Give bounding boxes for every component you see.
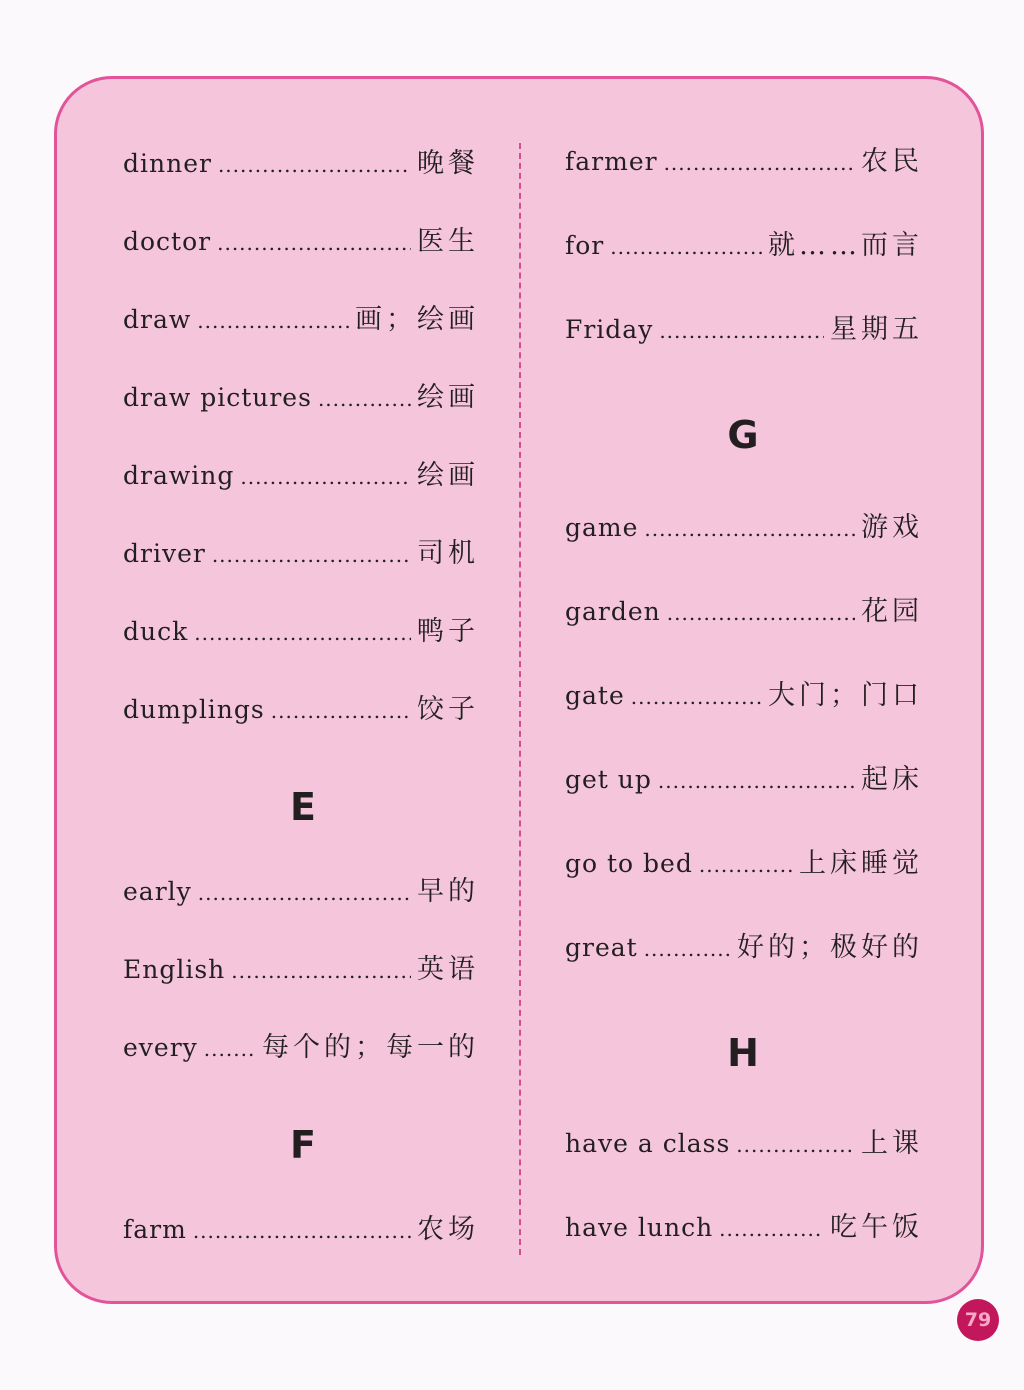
entry-word: farm bbox=[123, 1215, 187, 1244]
entry-meaning: 英语 bbox=[417, 954, 479, 985]
entry-word: gate bbox=[565, 681, 625, 710]
entry-word: drawing bbox=[123, 461, 235, 490]
entry-word: dumplings bbox=[123, 695, 265, 724]
entry-word: have a class bbox=[565, 1129, 731, 1158]
entry-garden bbox=[565, 589, 923, 628]
leader-dots bbox=[198, 881, 411, 905]
entry-every bbox=[123, 1025, 479, 1064]
entry-farm bbox=[123, 1207, 479, 1246]
entry-word: draw pictures bbox=[123, 383, 312, 412]
glossary-card bbox=[54, 76, 984, 1304]
entry-word: farmer bbox=[565, 147, 658, 176]
leader-dots bbox=[699, 853, 793, 877]
leader-dots bbox=[659, 319, 824, 343]
page-number-badge: 79 bbox=[957, 1299, 999, 1341]
leader-dots bbox=[218, 153, 411, 177]
entry-word: have lunch bbox=[565, 1213, 714, 1242]
entry-word: garden bbox=[565, 597, 661, 626]
entry-word: every bbox=[123, 1033, 198, 1062]
entry-word: game bbox=[565, 513, 639, 542]
entry-gate bbox=[565, 673, 923, 712]
entry-meaning: 绘画 bbox=[417, 382, 479, 413]
entry-meaning: 饺子 bbox=[417, 694, 479, 725]
entry-meaning: 吃午饭 bbox=[830, 1212, 923, 1243]
entry-word: early bbox=[123, 877, 192, 906]
entry-word: Friday bbox=[565, 315, 654, 344]
entry-word: dinner bbox=[123, 149, 212, 178]
entry-meaning: 早的 bbox=[417, 876, 479, 907]
entry-farmer bbox=[565, 139, 923, 178]
leader-dots bbox=[631, 685, 762, 709]
section-heading-e: E bbox=[290, 785, 316, 829]
entry-word: English bbox=[123, 955, 226, 984]
entry-meaning: 上课 bbox=[861, 1128, 923, 1159]
leader-dots bbox=[644, 937, 731, 961]
leader-dots bbox=[193, 1219, 411, 1243]
entry-word: draw bbox=[123, 305, 192, 334]
entry-meaning: 农民 bbox=[861, 146, 923, 177]
entry-meaning: 绘画 bbox=[417, 460, 479, 491]
leader-dots bbox=[644, 517, 855, 541]
entry-meaning: 花园 bbox=[861, 596, 923, 627]
leader-dots bbox=[271, 699, 411, 723]
leader-dots bbox=[197, 309, 349, 333]
entry-great bbox=[565, 925, 923, 964]
leader-dots bbox=[658, 769, 855, 793]
leader-dots bbox=[610, 235, 762, 259]
leader-dots bbox=[204, 1037, 256, 1061]
entry-word: great bbox=[565, 933, 638, 962]
entry-game bbox=[565, 505, 923, 544]
entry-duck bbox=[123, 609, 479, 648]
column-divider bbox=[519, 143, 521, 1255]
entry-meaning: 游戏 bbox=[861, 512, 923, 543]
entry-english bbox=[123, 947, 479, 986]
entry-meaning: 上床睡觉 bbox=[799, 848, 923, 879]
entry-word: doctor bbox=[123, 227, 212, 256]
entry-drawing bbox=[123, 453, 479, 492]
leader-dots bbox=[318, 387, 411, 411]
section-heading-h: H bbox=[727, 1031, 759, 1075]
entry-for bbox=[565, 223, 923, 262]
entry-meaning: 就……而言 bbox=[768, 230, 923, 261]
entry-get-up bbox=[565, 757, 923, 796]
entry-have-a-class bbox=[565, 1121, 923, 1160]
leader-dots bbox=[719, 1217, 824, 1241]
leader-dots bbox=[664, 151, 855, 175]
entry-doctor bbox=[123, 219, 479, 258]
entry-meaning: 农场 bbox=[417, 1214, 479, 1245]
entry-word: for bbox=[565, 231, 605, 260]
leader-dots bbox=[667, 601, 855, 625]
leader-dots bbox=[736, 1133, 855, 1157]
entry-meaning: 医生 bbox=[417, 226, 479, 257]
entry-meaning: 晚餐 bbox=[417, 148, 479, 179]
entry-word: duck bbox=[123, 617, 189, 646]
leader-dots bbox=[240, 465, 411, 489]
section-heading-f: F bbox=[290, 1123, 316, 1167]
entry-meaning: 鸭子 bbox=[417, 616, 479, 647]
entry-dinner bbox=[123, 141, 479, 180]
leader-dots bbox=[194, 621, 411, 645]
entry-meaning: 星期五 bbox=[830, 314, 923, 345]
entry-have-lunch bbox=[565, 1205, 923, 1244]
leader-dots bbox=[212, 543, 411, 567]
entry-meaning: 画；绘画 bbox=[355, 304, 479, 335]
entry-early bbox=[123, 869, 479, 908]
entry-meaning: 大门；门口 bbox=[768, 680, 923, 711]
leader-dots bbox=[217, 231, 411, 255]
entry-driver bbox=[123, 531, 479, 570]
entry-draw-pictures bbox=[123, 375, 479, 414]
entry-word: driver bbox=[123, 539, 206, 568]
entry-friday bbox=[565, 307, 923, 346]
entry-meaning: 好的；极好的 bbox=[737, 932, 923, 963]
entry-dumplings bbox=[123, 687, 479, 726]
entry-word: get up bbox=[565, 765, 652, 794]
entry-meaning: 起床 bbox=[861, 764, 923, 795]
entry-draw bbox=[123, 297, 479, 336]
entry-meaning: 司机 bbox=[417, 538, 479, 569]
leader-dots bbox=[231, 959, 411, 983]
entry-go-to-bed bbox=[565, 841, 923, 880]
entry-meaning: 每个的；每一的 bbox=[262, 1032, 479, 1063]
section-heading-g: G bbox=[727, 413, 759, 457]
entry-word: go to bed bbox=[565, 849, 693, 878]
